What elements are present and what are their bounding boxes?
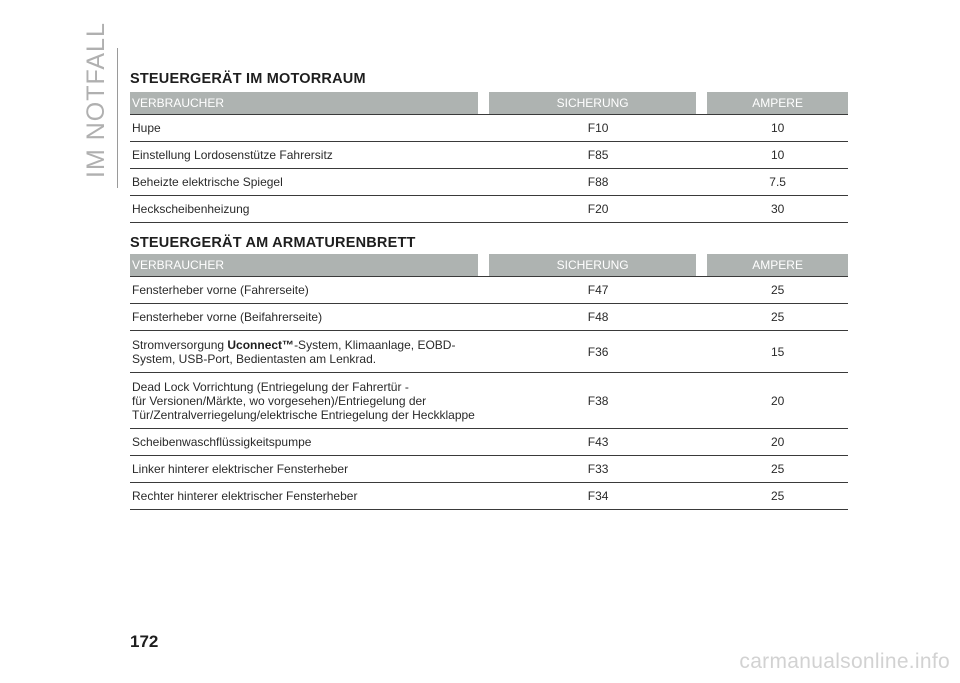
fuse-table-dashboard — [130, 254, 848, 510]
cell-fuse: F85 — [489, 142, 707, 169]
table-row — [130, 196, 848, 223]
cell-ampere: 25 — [707, 483, 848, 510]
cell-ampere: 10 — [707, 114, 848, 142]
cell-fuse: F10 — [489, 114, 707, 142]
cell-fuse: F33 — [489, 456, 707, 483]
cell-fuse: F88 — [489, 169, 707, 196]
table-row — [130, 456, 848, 483]
cell-consumer: Fensterheber vorne (Fahrerseite) — [130, 276, 489, 304]
cell-fuse: F20 — [489, 196, 707, 223]
cell-consumer: Rechter hinterer elektrischer Fensterheber — [130, 483, 489, 510]
cell-fuse: F43 — [489, 429, 707, 456]
cell-fuse: F38 — [489, 373, 707, 429]
header-ampere: AMPERE — [707, 254, 848, 276]
cell-consumer: Einstellung Lordosenstütze Fahrersitz — [130, 142, 489, 169]
header-consumer: VERBRAUCHER — [130, 92, 489, 114]
fuse-table-engine-compartment — [130, 92, 848, 223]
cell-fuse: F36 — [489, 331, 707, 373]
table-row — [130, 169, 848, 196]
consumer-text: für Versionen/Märkte, wo vorgesehen)/Entriegelung der — [132, 393, 427, 408]
table-header-row — [130, 254, 848, 276]
consumer-text: System, USB-Port, Bedientasten am Lenkrad. — [132, 351, 377, 366]
cell-consumer: Linker hinterer elektrischer Fensterheber — [130, 456, 489, 483]
cell-ampere: 25 — [707, 276, 848, 304]
table-row — [130, 142, 848, 169]
cell-ampere: 7.5 — [707, 169, 848, 196]
header-fuse: SICHERUNG — [489, 92, 707, 114]
section-title-dashboard: STEUERGERÄT AM ARMATURENBRETT — [130, 235, 416, 251]
chapter-divider — [117, 48, 118, 188]
cell-fuse: F34 — [489, 483, 707, 510]
cell-ampere: 30 — [707, 196, 848, 223]
cell-consumer — [130, 331, 489, 373]
chapter-title: IM NOTFALL — [82, 22, 110, 178]
cell-ampere: 20 — [707, 429, 848, 456]
consumer-text: Stromversorgung — [132, 337, 228, 352]
cell-consumer: Scheibenwaschflüssigkeitspumpe — [130, 429, 489, 456]
table-row — [130, 483, 848, 510]
cell-ampere: 10 — [707, 142, 848, 169]
watermark: carmanualsonline.info — [739, 650, 950, 673]
cell-ampere: 25 — [707, 456, 848, 483]
cell-fuse: F47 — [489, 276, 707, 304]
cell-consumer: Beheizte elektrische Spiegel — [130, 169, 489, 196]
consumer-text: -System, Klimaanlage, EOBD- — [294, 337, 456, 352]
consumer-text: Tür/Zentralverriegelung/elektrische Entriegelung der Heckklappe — [132, 407, 475, 422]
table-row — [130, 276, 848, 304]
header-fuse: SICHERUNG — [489, 254, 707, 276]
cell-consumer: Heckscheibenheizung — [130, 196, 489, 223]
table-header-row — [130, 92, 848, 114]
table-row — [130, 114, 848, 142]
cell-fuse: F48 — [489, 304, 707, 331]
header-consumer: VERBRAUCHER — [130, 254, 489, 276]
table-row — [130, 331, 848, 373]
cell-consumer: Hupe — [130, 114, 489, 142]
cell-consumer — [130, 373, 489, 429]
header-ampere: AMPERE — [707, 92, 848, 114]
cell-consumer: Fensterheber vorne (Beifahrerseite) — [130, 304, 489, 331]
page-number: 172 — [130, 632, 159, 651]
table-row — [130, 429, 848, 456]
section-title-engine-compartment: STEUERGERÄT IM MOTORRAUM — [130, 71, 366, 87]
table-row — [130, 373, 848, 429]
cell-ampere: 20 — [707, 373, 848, 429]
cell-ampere: 15 — [707, 331, 848, 373]
uconnect-brand: Uconnect™ — [227, 337, 295, 352]
cell-ampere: 25 — [707, 304, 848, 331]
consumer-text: Dead Lock Vorrichtung (Entriegelung der Fahrertür - — [132, 379, 409, 394]
table-row — [130, 304, 848, 331]
